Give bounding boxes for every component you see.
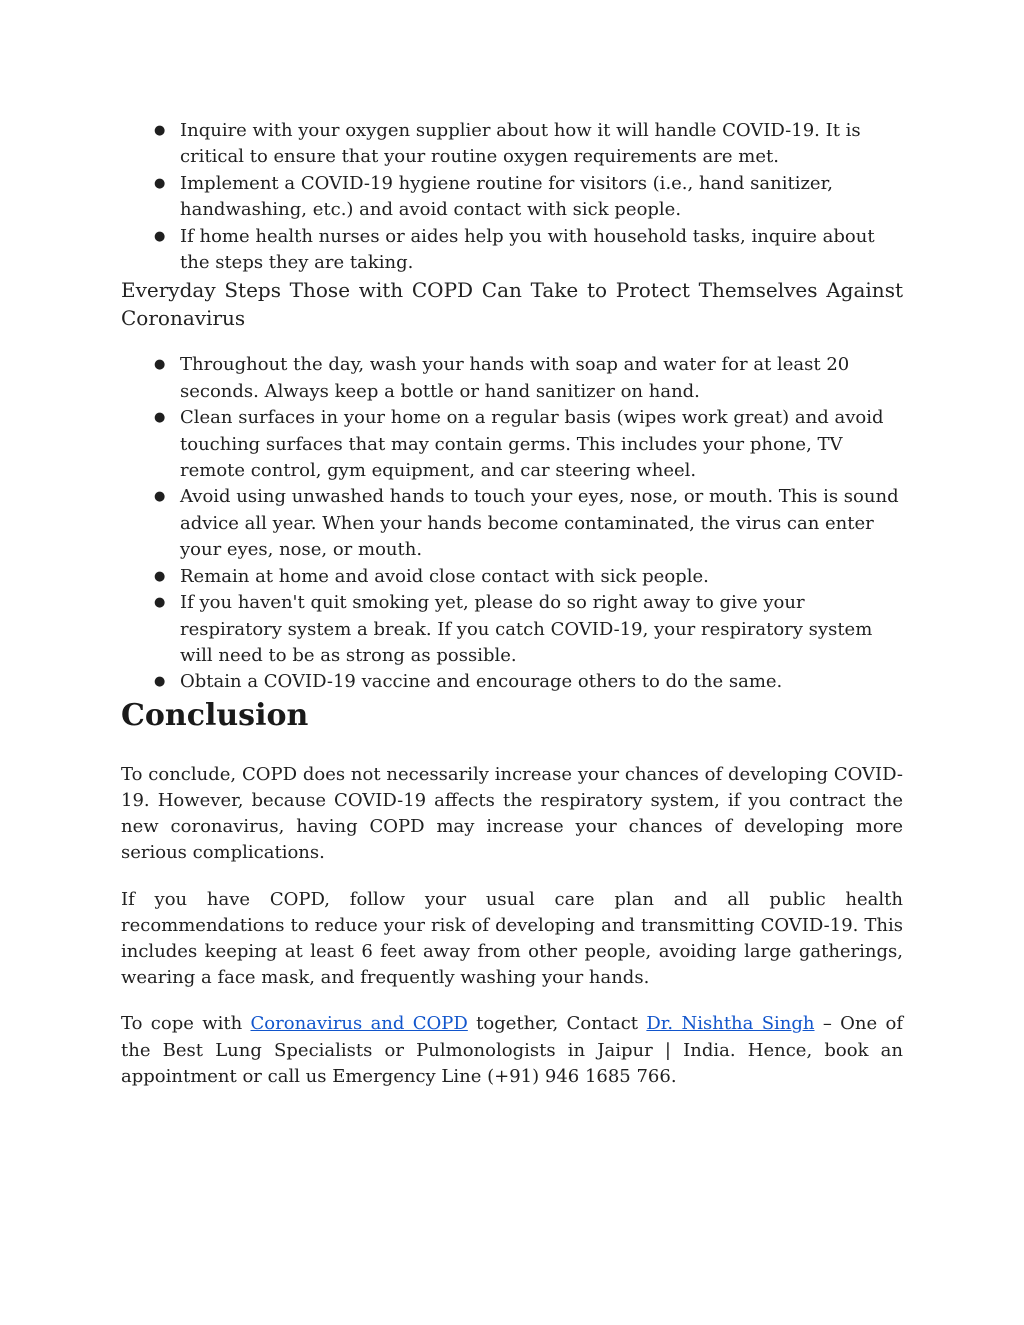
paragraph-text: together, Contact [467,1013,647,1035]
bullet-icon: ● [154,175,166,191]
list-item-text: Inquire with your oxygen supplier about how it will handle COVID-19. It is critical to ensure that your routine oxygen requirements are met. [180,120,861,168]
page-content [121,118,903,1110]
list-item-text: If home health nurses or aides help you with household tasks, inquire about the steps they are taking. [180,225,875,274]
list-item [154,224,903,277]
paragraph-text: To cope with [121,1013,251,1035]
bullet-icon: ● [154,410,166,426]
conclusion-heading: Conclusion [121,697,309,733]
bullet-icon: ● [154,357,166,373]
list-item [154,484,903,563]
list-item [154,405,903,484]
list-item [154,669,903,695]
bullet-icon: ● [154,595,166,611]
list-item [154,171,903,224]
bullet-icon: ● [154,228,166,244]
list-item [154,564,903,590]
list-item-text: Implement a COVID-19 hygiene routine for visitors (i.e., hand sanitizer, handwashing, etc.) and avoid contact with sick people. [180,172,833,221]
list-item-text: If you haven't quit smoking yet, please do so right away to give your respiratory system a break. If you catch COVID-19, your respiratory system will need to be as strong as possible. [180,592,873,666]
precautions-list [121,118,903,276]
conclusion-paragraph-3 [121,1011,903,1090]
bullet-icon: ● [154,489,166,505]
everyday-steps-heading: Everyday Steps Those with COPD Can Take to Protect Themselves Against Coronavirus [121,278,903,331]
conclusion-paragraph-1: To conclude, COPD does not necessarily increase your chances of developing COVID-19. However, because COVID-19 affects the respiratory system, if you contract the new coronavirus, having COPD may increase your chances of developing more serious complications. [121,763,903,864]
bullet-icon: ● [154,674,166,690]
doctor-profile-link[interactable]: Dr. Nishtha Singh [646,1013,815,1035]
list-item-text: Clean surfaces in your home on a regular basis (wipes work great) and avoid touching surfaces that may contain germs. This includes your phone, TV remote control, gym equipment, and car steering wheel. [180,407,884,482]
list-item [154,118,903,171]
list-item [154,590,903,669]
paragraph-text: – One of the Best Lung Specialists or Pulmonologists in Jaipur | India. Hence, book an appointment or call us Emergency Line (+91) 946 1685 766. [121,1013,903,1087]
conclusion-paragraph-2: If you have COPD, follow your usual care plan and all public health recommendations to reduce your risk of developing and transmitting COVID-19. This includes keeping at least 6 feet away from other people, avoiding large gatherings, wearing a face mask, and frequently washing your hands. [121,888,903,989]
bullet-icon: ● [154,568,166,584]
bullet-icon: ● [154,123,166,138]
list-item [154,352,903,405]
list-item-text: Remain at home and avoid close contact with sick people. [180,565,709,587]
list-item-text: Throughout the day, wash your hands with soap and water for at least 20 seconds. Always keep a bottle or hand sanitizer on hand. [180,354,850,402]
everyday-steps-list [121,352,903,695]
list-item-text: Obtain a COVID-19 vaccine and encourage others to do the same. [180,671,783,693]
list-item-text: Avoid using unwashed hands to touch your eyes, nose, or mouth. This is sound advice all year. When your hands become contaminated, the virus can enter your eyes, nose, or mouth. [180,486,899,561]
coronavirus-copd-link[interactable]: Coronavirus and COPD [250,1013,468,1035]
